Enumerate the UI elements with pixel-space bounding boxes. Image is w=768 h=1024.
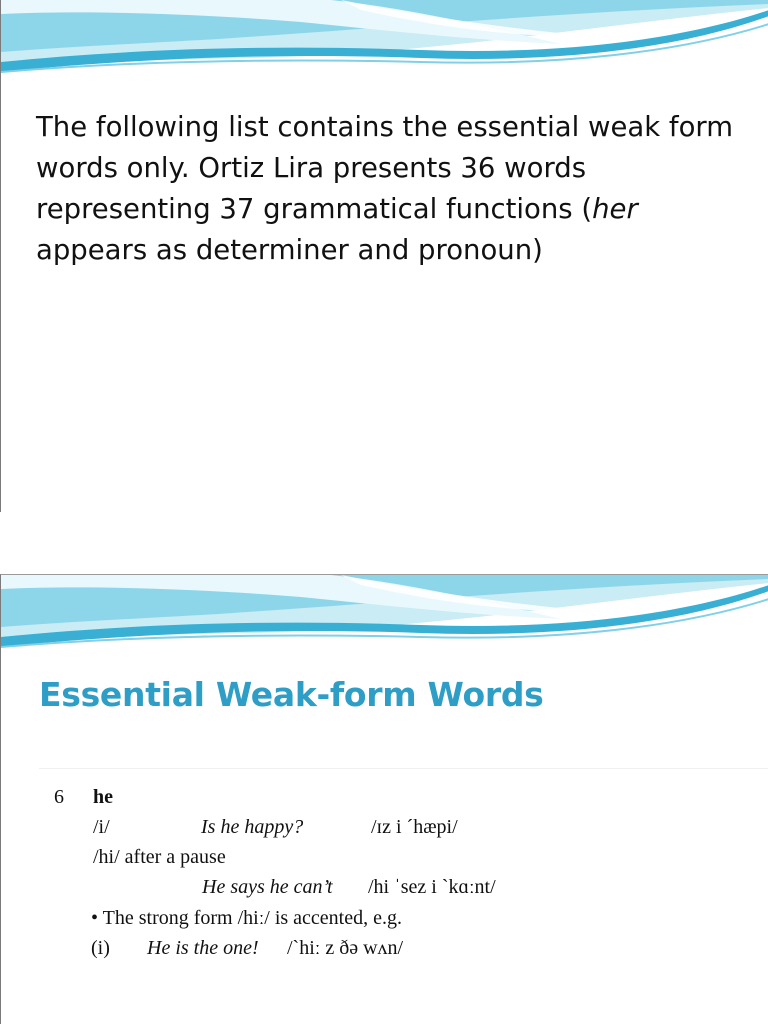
paragraph-text-end: appears as determiner and pronoun) xyxy=(36,234,543,266)
example-sentence-3: He is the one! xyxy=(147,937,259,959)
case-label: (i) xyxy=(91,937,110,959)
transcription-2: /hi ˈsez i ˋkɑːnt/ xyxy=(368,876,496,898)
paragraph-italic-word: her xyxy=(592,193,638,225)
transcription-1: /ɪz i ˊhæpi/ xyxy=(371,816,458,838)
transcription-3: /ˋhiː z ðə wʌn/ xyxy=(287,937,404,959)
slide-header-wave xyxy=(1,0,768,95)
strong-form-note: • The strong form /hiː/ is accented, e.g. xyxy=(91,907,402,929)
slide-1-body-paragraph xyxy=(36,107,746,271)
example-sentence-2: He says he can’t xyxy=(202,876,333,898)
slide-2-title: Essential Weak-form Words xyxy=(39,675,544,714)
weak-form-1: /i/ xyxy=(93,816,110,838)
dictionary-excerpt xyxy=(39,768,768,1024)
slide-header-wave xyxy=(1,575,768,670)
entry-number: 6 xyxy=(54,786,64,808)
entry-headword: he xyxy=(93,786,113,808)
slide-2 xyxy=(0,574,768,1024)
weak-form-2: /hi/ after a pause xyxy=(93,846,226,868)
paragraph-text-start: The following list contains the essential weak form words only. Ortiz Lira presents 36 words representing 37 grammatical functions ( xyxy=(36,111,734,225)
example-sentence-1: Is he happy? xyxy=(201,816,304,838)
